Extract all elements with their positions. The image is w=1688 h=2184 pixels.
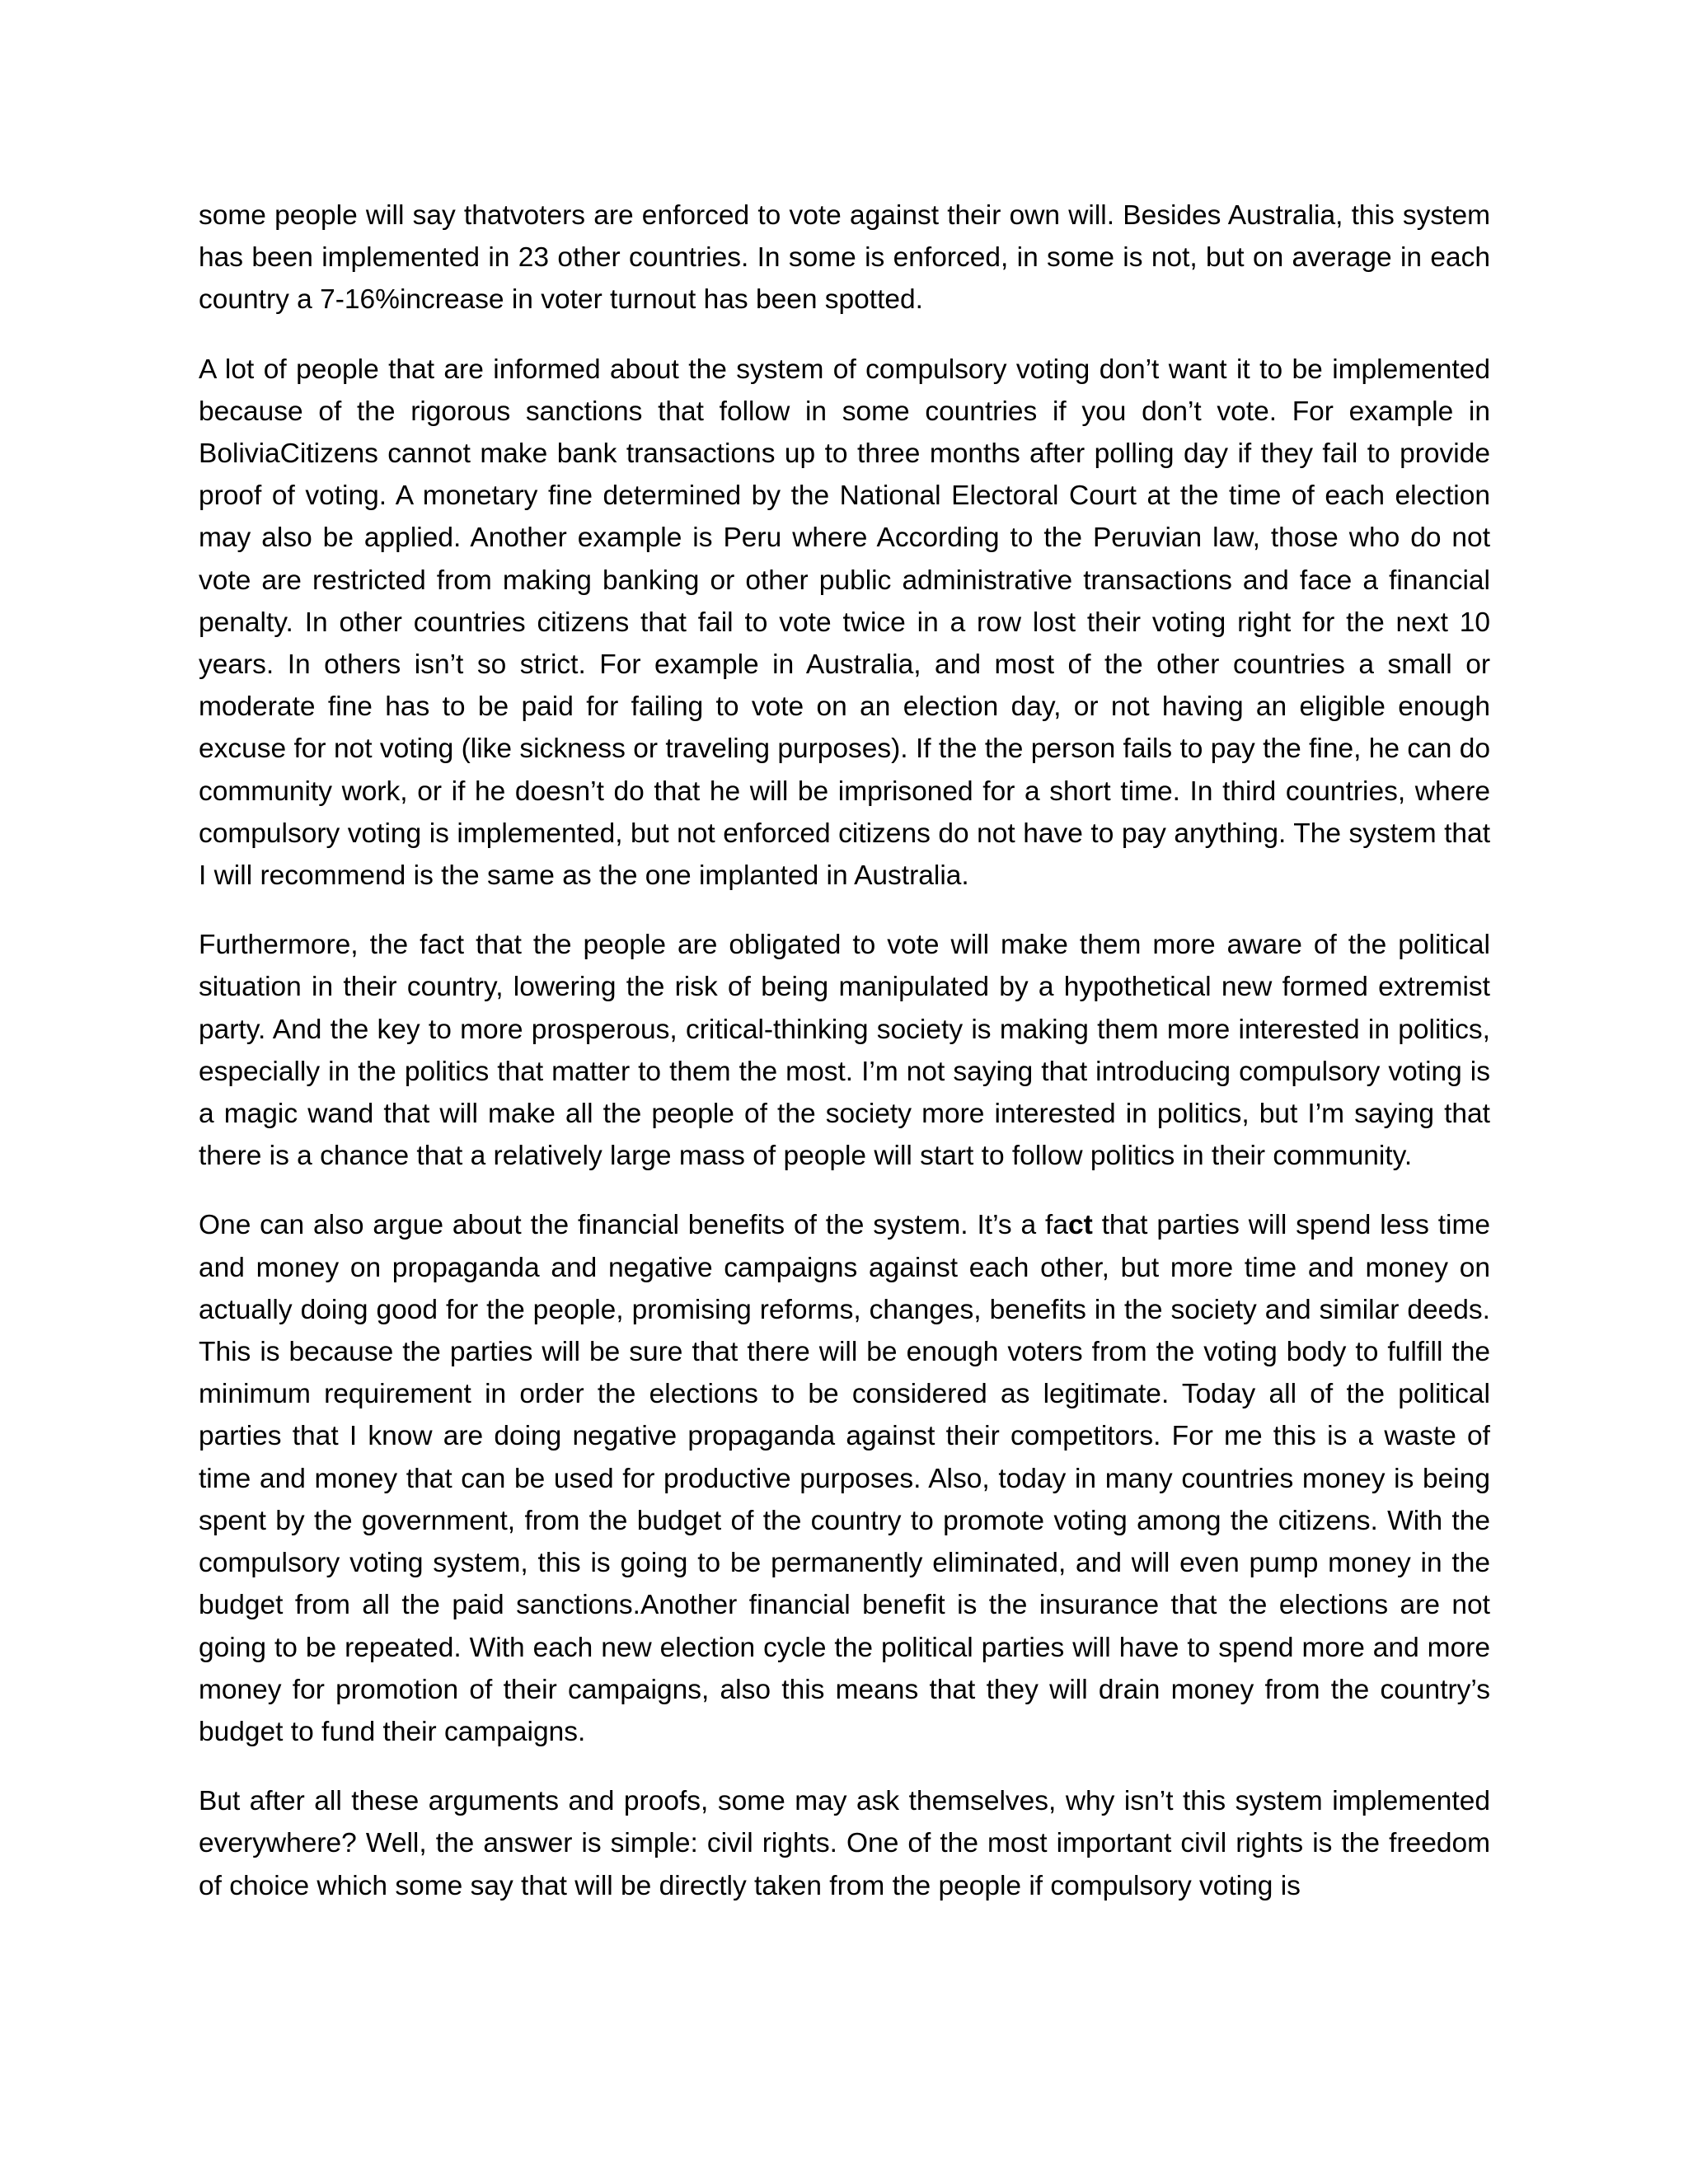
- document-body: [199, 194, 1490, 1934]
- paragraph-civil-rights: But after all these arguments and proofs, some may ask themselves, why isn’t this system implemented everywhere? Well, the answer is simple: civil rights. One of the most important civil rights is the freedom of choice which some say that will be directly taken from the people if compulsory voting is: [199, 1786, 1490, 1901]
- paragraph-financial-benefits-start: One can also argue about the financial benefits of the system. It’s a fa: [199, 1210, 1068, 1241]
- paragraph-financial-benefits-bold-fragment: ct: [1067, 1210, 1093, 1241]
- paragraph-financial-benefits-end: that parties will spend less time and money on propaganda and negative campaigns against each other, but more time and money on actually doing good for the people, promising reforms, changes, benefits in the society and similar deeds. This is because the parties will be sure that there will be enough voters from the voting body to fulfill the minimum requirement in order the elections to be considered as legitimate. Today all of the political parties that I know are doing negative propaganda against their competitors. For me this is a waste of time and money that can be used for productive purposes. Also, today in many countries money is being spent by the government, from the budget of the country to promote voting among the citizens. With the compulsory voting system, this is going to be permanently eliminated, and will even pump money in the budget from all the paid sanctions.Another financial benefit is the insurance that the elections are not going to be repeated. With each new election cycle the political parties will have to spend more and more money for promotion of their campaigns, also this means that they will drain money from the country’s budget to fund their campaigns.: [199, 1210, 1490, 1747]
- paragraph-financial-benefits: [199, 1204, 1490, 1753]
- paragraph-sanctions: A lot of people that are informed about the system of compulsory voting don’t want it to be implemented because of the rigorous sanctions that follow in some countries if you don’t vote. For example in BoliviaCitizens cannot make bank transactions up to three months after polling day if they fail to provide proof of voting. A monetary fine determined by the National Electoral Court at the time of each election may also be applied. Another example is Peru where According to the Peruvian law, those who do not vote are restricted from making banking or other public administrative transactions and face a financial penalty. In other countries citizens that fail to vote twice in a row lost their voting right for the next 10 years. In others isn’t so strict. For example in Australia, and most of the other countries a small or moderate fine has to be paid for failing to vote on an election day, or not having an eligible enough excuse for not voting (like sickness or traveling purposes). If the the person fails to pay the fine, he can do community work, or if he doesn’t do that he will be imprisoned for a short time. In third countries, where compulsory voting is implemented, but not enforced citizens do not have to pay anything. The system that I will recommend is the same as the one implanted in Australia.: [199, 354, 1490, 892]
- paragraph-voter-turnout: some people will say thatvoters are enforced to vote against their own will. Besides Australia, this system has been implemented in 23 other countries. In some is enforced, in some is not, but on average in each country a 7-16%increase in voter turnout has been spotted.: [199, 200, 1490, 316]
- paragraph-political-awareness: Furthermore, the fact that the people are obligated to vote will make them more aware of the political situation in their country, lowering the risk of being manipulated by a hypothetical new formed extremist party. And the key to more prosperous, critical-thinking society is making them more interested in politics, especially in the politics that matter to them the most. I’m not saying that introducing compulsory voting is a magic wand that will make all the people of the society more interested in politics, but I’m saying that there is a chance that a relatively large mass of people will start to follow politics in their community.: [199, 930, 1490, 1172]
